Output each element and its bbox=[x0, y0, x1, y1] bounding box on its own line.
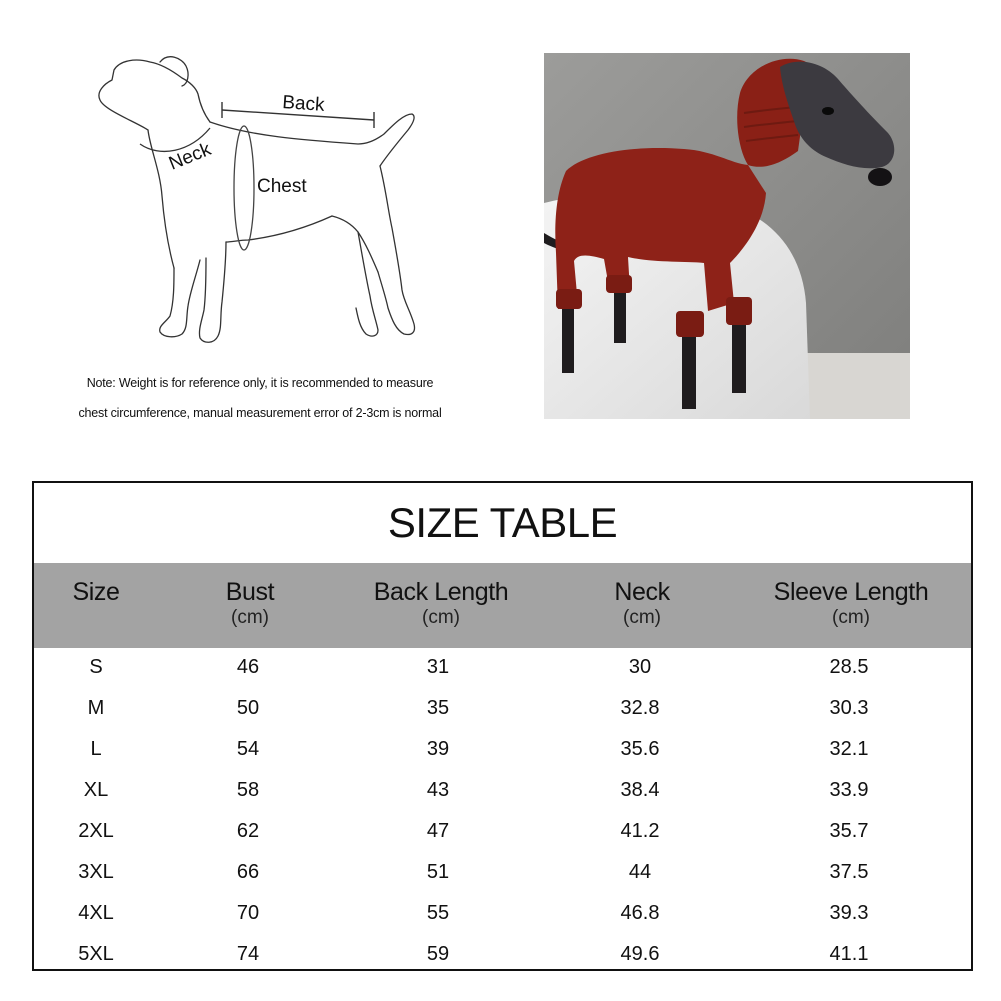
cell-sleeve-length: 32.1 bbox=[829, 738, 869, 760]
cell-sleeve-length: 28.5 bbox=[829, 656, 869, 678]
cell-neck: 38.4 bbox=[620, 779, 660, 801]
table-row bbox=[34, 648, 971, 689]
cell-neck: 32.8 bbox=[620, 697, 660, 719]
cell-size: L bbox=[90, 738, 102, 760]
cell-bust: 54 bbox=[236, 738, 260, 760]
cell-size: S bbox=[89, 656, 103, 678]
cell-neck: 41.2 bbox=[620, 820, 660, 842]
cell-neck: 30 bbox=[628, 656, 652, 678]
dog-measurement-diagram bbox=[40, 40, 480, 370]
column-label: Back Length bbox=[373, 578, 509, 606]
size-table bbox=[32, 481, 973, 971]
table-row bbox=[34, 894, 971, 935]
table-row bbox=[34, 689, 971, 730]
column-unit: (cm) bbox=[623, 607, 661, 628]
neck-label: Neck bbox=[166, 138, 215, 175]
cell-back-length: 39 bbox=[426, 738, 450, 760]
cell-neck: 44 bbox=[628, 861, 652, 883]
cell-back-length: 59 bbox=[426, 943, 450, 965]
cell-back-length: 35 bbox=[426, 697, 450, 719]
cell-sleeve-length: 33.9 bbox=[829, 779, 869, 801]
cell-bust: 46 bbox=[236, 656, 260, 678]
cell-back-length: 31 bbox=[426, 656, 450, 678]
column-unit: (cm) bbox=[231, 607, 269, 628]
table-body bbox=[34, 648, 971, 976]
cell-size: M bbox=[87, 697, 105, 719]
table-header bbox=[34, 563, 971, 648]
note-line-1: Note: Weight is for reference only, it is recommended to measure bbox=[86, 376, 434, 390]
column-header-back-length bbox=[374, 577, 509, 629]
cell-back-length: 47 bbox=[426, 820, 450, 842]
dog-outline-measurement-icon bbox=[40, 40, 480, 370]
cell-back-length: 43 bbox=[426, 779, 450, 801]
cell-bust: 50 bbox=[236, 697, 260, 719]
column-label: Sleeve Length bbox=[773, 578, 929, 606]
cell-size: 5XL bbox=[78, 943, 114, 965]
cell-bust: 62 bbox=[236, 820, 260, 842]
back-label: Back bbox=[281, 92, 326, 116]
column-label: Neck bbox=[614, 578, 670, 606]
column-header-bust bbox=[226, 577, 274, 629]
column-header-size bbox=[72, 577, 119, 607]
cell-sleeve-length: 39.3 bbox=[829, 902, 869, 924]
table-row bbox=[34, 771, 971, 812]
cell-neck: 46.8 bbox=[620, 902, 660, 924]
cell-back-length: 55 bbox=[426, 902, 450, 924]
dog-wearing-red-turtleneck-jumpsuit-photo bbox=[544, 53, 910, 419]
column-header-neck bbox=[614, 577, 669, 629]
cell-sleeve-length: 30.3 bbox=[829, 697, 869, 719]
table-row bbox=[34, 812, 971, 853]
cell-sleeve-length: 41.1 bbox=[829, 943, 869, 965]
table-row bbox=[34, 730, 971, 771]
cell-back-length: 51 bbox=[426, 861, 450, 883]
cell-sleeve-length: 37.5 bbox=[829, 861, 869, 883]
cell-bust: 74 bbox=[236, 943, 260, 965]
table-row bbox=[34, 935, 971, 976]
cell-bust: 66 bbox=[236, 861, 260, 883]
cell-size: XL bbox=[83, 779, 109, 801]
cell-bust: 70 bbox=[236, 902, 260, 924]
column-unit: (cm) bbox=[422, 607, 460, 628]
cell-neck: 49.6 bbox=[620, 943, 660, 965]
cell-bust: 58 bbox=[236, 779, 260, 801]
column-label: Bust bbox=[225, 578, 275, 606]
cell-size: 4XL bbox=[78, 902, 114, 924]
chest-label: Chest bbox=[257, 176, 307, 197]
product-photo bbox=[544, 53, 910, 419]
cell-neck: 35.6 bbox=[620, 738, 660, 760]
cell-size: 2XL bbox=[78, 820, 114, 842]
table-title: SIZE TABLE bbox=[387, 499, 618, 546]
table-row bbox=[34, 853, 971, 894]
column-unit: (cm) bbox=[832, 607, 870, 628]
cell-size: 3XL bbox=[78, 861, 114, 883]
column-header-sleeve-length bbox=[774, 577, 929, 629]
column-label: Size bbox=[72, 578, 120, 606]
cell-sleeve-length: 35.7 bbox=[829, 820, 869, 842]
note-line-2: chest circumference, manual measurement error of 2-3cm is normal bbox=[78, 406, 442, 420]
